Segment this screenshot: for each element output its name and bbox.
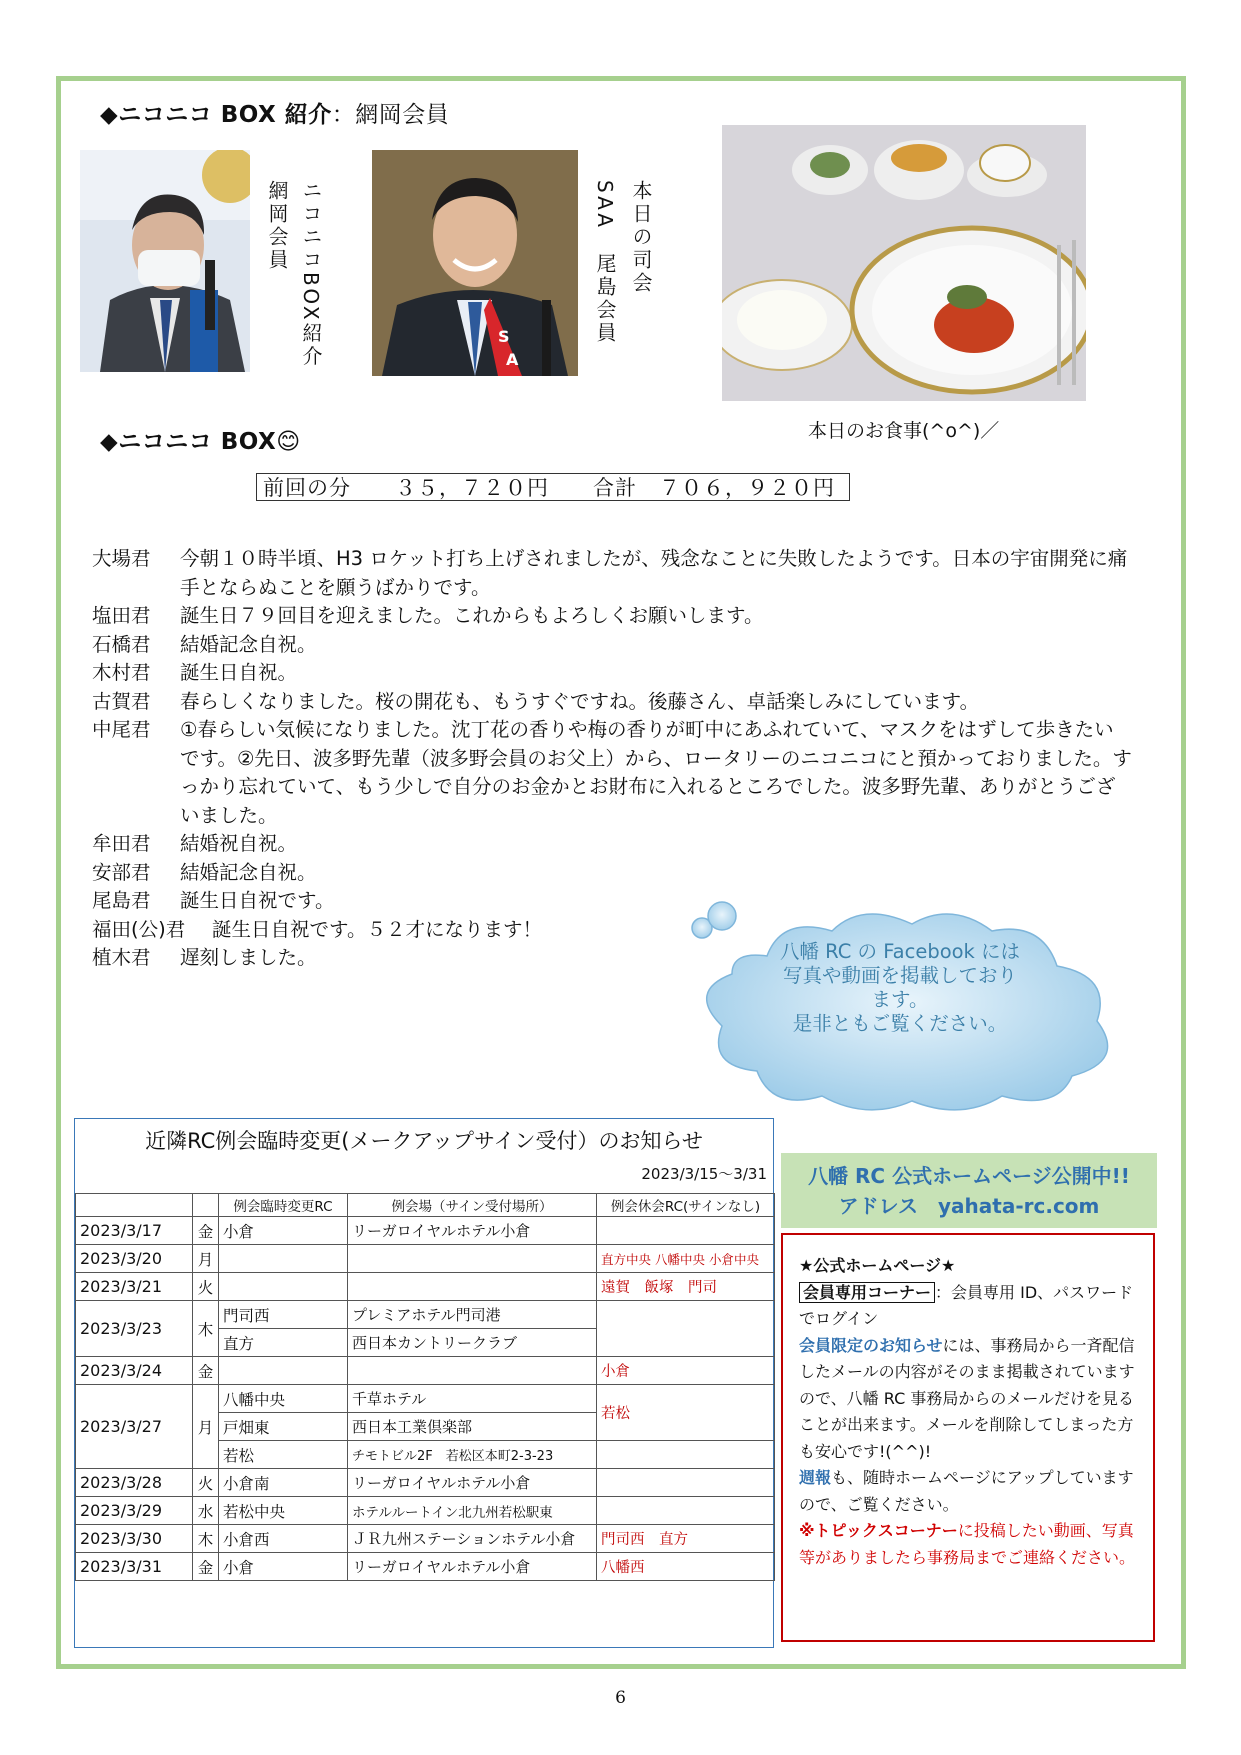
table-row: 若松 チモトビル2F 若松区本町2-3-23 xyxy=(76,1441,775,1469)
table-row: 2023/3/29 水 若松中央 ホテルルートイン北九州若松駅東 xyxy=(76,1497,775,1525)
schedule-range: 2023/3/15～3/31 xyxy=(641,1165,767,1183)
table-row: 2023/3/17 金 小倉 リーガロイヤルホテル小倉 xyxy=(76,1217,775,1245)
notice-paragraph: 会員限定のお知らせには、事務局から一斉配信したメールの内容がそのまま掲載されていますので、八幡 RC 事務局からのメールだけを見ることが出来ます。メールを削除してしまった方も安心です!(^^)! xyxy=(799,1335,1135,1461)
ojima-name-caption: SAA 尾島会員 xyxy=(593,180,617,345)
message-item: 中尾君 ①春らしい気候になりました。沈丁花の香りや梅の香りが町中にあふれていて、マスクをはずして歩きたいです。②先日、波多野先輩（波多野会員のお父上）から、ロータリーのニコニコにと預かっておりました。すっかり忘れていて、もう少しで自分のお金かとお財布に入れるところでした。波多野先輩、ありがとうございました。 xyxy=(92,718,1132,827)
table-row: 2023/3/27 月 八幡中央 千草ホテル 若松 xyxy=(76,1385,775,1413)
member-corner-paragraph: 会員専用コーナー ：会員専用 ID、パスワードでログイン xyxy=(799,1282,1134,1328)
totals-line: 前回の分 ３５，７２０円 合計 ７０６，９２０円 xyxy=(256,473,850,501)
table-row: 2023/3/23 木 門司西 プレミアホテル門司港 xyxy=(76,1301,775,1329)
message-item: 石橋君 結婚記念自祝。 xyxy=(92,632,317,656)
message-item: 大場君 今朝１０時半頃、H3 ロケット打ち上げされましたが、残念なことに失敗したようです。日本の宇宙開発に痛手とならぬことを願うばかりです。 xyxy=(92,547,1128,599)
svg-text:A: A xyxy=(506,350,519,369)
meal-caption: 本日のお食事(^o^)／ xyxy=(808,420,1000,442)
table-row: 直方 西日本カントリークラブ xyxy=(76,1329,775,1357)
amioka-caption: 網岡会員 xyxy=(265,180,289,272)
intro-heading: ◆ニコニコ BOX 紹介：網岡会員 xyxy=(100,102,450,128)
homepage-info-box xyxy=(781,1233,1155,1642)
homepage-banner: 八幡 RC 公式ホームページ公開中!! アドレス yahata-rc.com xyxy=(781,1153,1157,1228)
table-row: 2023/3/30 木 小倉西 ＪＲ九州ステーションホテル小倉 門司西 直方 xyxy=(76,1525,775,1553)
schedule-table xyxy=(75,1193,775,1581)
table-row: 2023/3/20 月 直方中央 八幡中央 小倉中央 xyxy=(76,1245,775,1273)
table-row: 2023/3/21 火 遠賀 飯塚 門司 xyxy=(76,1273,775,1301)
member-corner-label: 会員専用コーナー xyxy=(799,1282,935,1303)
message-item: 安部君 結婚記念自祝。 xyxy=(92,860,317,884)
table-row: 2023/3/31 金 小倉 リーガロイヤルホテル小倉 八幡西 xyxy=(76,1553,775,1581)
schedule-title: 近隣RC例会臨時変更(メークアップサイン受付）のお知らせ xyxy=(145,1129,703,1153)
schedule-box xyxy=(74,1118,774,1648)
table-header-row: 例会臨時変更RC 例会場（サイン受付場所） 例会休会RC(サインなし) xyxy=(76,1194,775,1217)
nikoniko-box-heading: ◆ニコニコ BOX😊 xyxy=(100,429,301,455)
message-item: 牟田君 結婚祝自祝。 xyxy=(92,832,298,855)
message-item: 福田(公)君 誕生日自祝です。５２才になります！ xyxy=(92,917,542,941)
ojima-photo xyxy=(372,150,578,376)
page-number: 6 xyxy=(615,1688,626,1708)
amioka-photo xyxy=(80,150,250,372)
message-item: 尾島君 誕生日自祝です。 xyxy=(92,889,335,912)
table-row: 2023/3/28 火 小倉南 リーガロイヤルホテル小倉 xyxy=(76,1469,775,1497)
table-row: 戸畑東 西日本工業倶楽部 xyxy=(76,1413,775,1441)
table-row: 2023/3/24 金 小倉 xyxy=(76,1357,775,1385)
message-item: 植木君 遅刻しました。 xyxy=(92,946,317,969)
message-item: 塩田君 誕生日７９回目を迎えました。これからもよろしくお願いします。 xyxy=(92,604,764,627)
nikoniko-caption: ニコニコBOX紹介 xyxy=(299,180,323,369)
cloud-text: 八幡 RC の Facebook には 写真や動画を掲載しており ます。 是非ともご覧ください。 xyxy=(779,940,1021,1035)
svg-text:S: S xyxy=(498,327,510,346)
message-item: 古賀君 春らしくなりました。桜の開花も、もうすぐですね。後藤さん、卓話楽しみにしています。 xyxy=(92,689,980,713)
homepage-address: アドレス yahata-rc.com xyxy=(838,1194,1100,1218)
meal-photo xyxy=(722,125,1086,401)
topics-paragraph: ※トピックスコーナーに投稿したい動画、写真等がありましたら事務局までご連絡ください。 xyxy=(799,1521,1136,1567)
mc-caption: 本日の司会 xyxy=(629,180,653,295)
weekly-paragraph: 週報も、随時ホームページにアップしていますので、ご覧ください。 xyxy=(799,1468,1134,1514)
homepage-box-title: ★公式ホームページ★ xyxy=(799,1256,956,1275)
message-item: 木村君 誕生日自祝。 xyxy=(92,661,298,684)
